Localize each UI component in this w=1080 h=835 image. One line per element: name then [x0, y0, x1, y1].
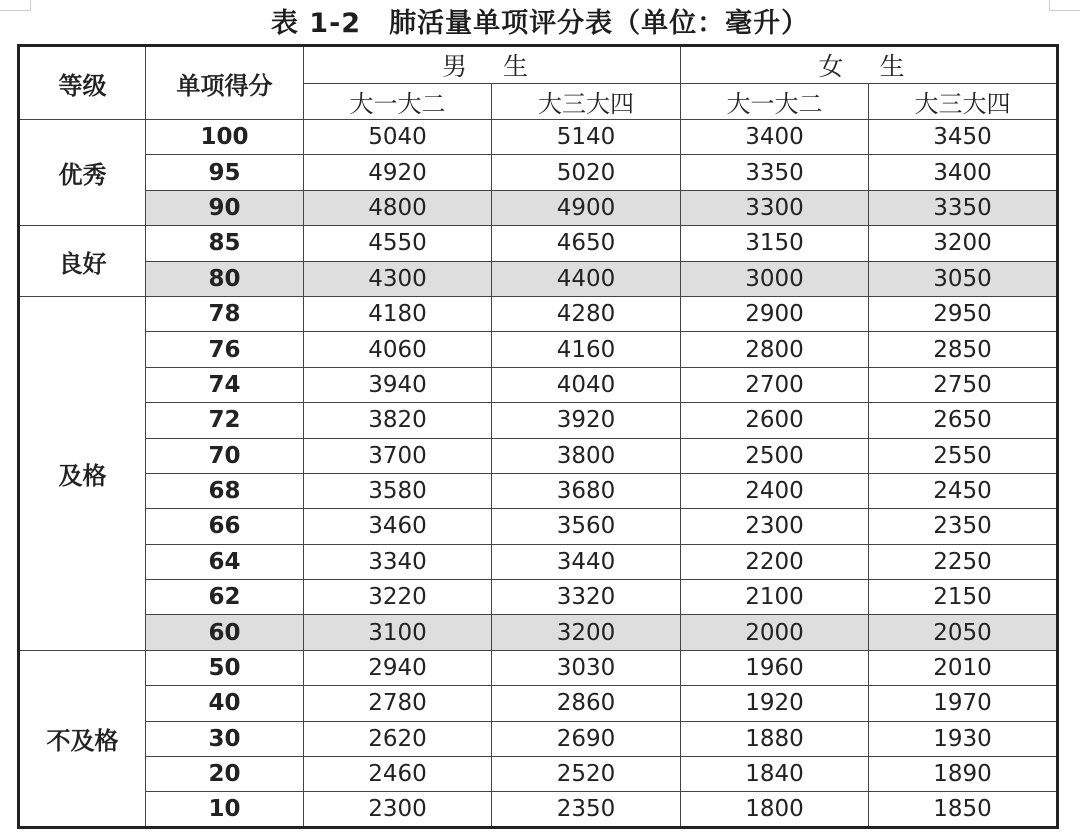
male-years-3-4-cell: 5020 [492, 155, 681, 190]
score-cell: 100 [146, 120, 304, 155]
level-cell: 优秀 [19, 120, 146, 226]
table-row [19, 580, 1058, 615]
score-cell: 68 [146, 473, 304, 508]
score-cell: 40 [146, 686, 304, 721]
score-cell: 64 [146, 544, 304, 579]
male-years-1-2-cell: 3220 [304, 580, 492, 615]
header-male-years-3-4: 大三大四 [492, 84, 681, 120]
male-years-3-4-cell: 2350 [492, 792, 681, 827]
male-years-1-2-cell: 4920 [304, 155, 492, 190]
male-years-3-4-cell: 4650 [492, 226, 681, 261]
vital-capacity-score-table [17, 44, 1059, 829]
score-cell: 70 [146, 438, 304, 473]
table-body [19, 120, 1058, 828]
header-female-years-3-4: 大三大四 [869, 84, 1058, 120]
female-years-3-4-cell: 3350 [869, 190, 1058, 225]
female-years-3-4-cell: 1890 [869, 757, 1058, 792]
male-years-1-2-cell: 4060 [304, 332, 492, 367]
table-row [19, 686, 1058, 721]
table-row [19, 296, 1058, 331]
male-years-1-2-cell: 3460 [304, 509, 492, 544]
female-years-3-4-cell: 2350 [869, 509, 1058, 544]
male-years-3-4-cell: 3200 [492, 615, 681, 650]
female-years-3-4-cell: 3450 [869, 120, 1058, 155]
male-years-3-4-cell: 3800 [492, 438, 681, 473]
female-years-1-2-cell: 1800 [681, 792, 869, 827]
table-row [19, 721, 1058, 756]
female-years-1-2-cell: 2200 [681, 544, 869, 579]
score-cell: 50 [146, 650, 304, 685]
female-years-1-2-cell: 2800 [681, 332, 869, 367]
female-years-3-4-cell: 1850 [869, 792, 1058, 827]
male-years-1-2-cell: 2300 [304, 792, 492, 827]
female-years-1-2-cell: 2600 [681, 403, 869, 438]
male-years-3-4-cell: 3320 [492, 580, 681, 615]
female-years-1-2-cell: 3000 [681, 261, 869, 296]
score-cell: 66 [146, 509, 304, 544]
table-row [19, 438, 1058, 473]
header-female-years-1-2: 大一大二 [681, 84, 869, 120]
female-years-3-4-cell: 2950 [869, 296, 1058, 331]
female-years-3-4-cell: 2050 [869, 615, 1058, 650]
female-years-3-4-cell: 3200 [869, 226, 1058, 261]
header-row-1 [19, 46, 1058, 84]
table-row [19, 155, 1058, 190]
score-cell: 85 [146, 226, 304, 261]
score-cell: 76 [146, 332, 304, 367]
male-years-1-2-cell: 3100 [304, 615, 492, 650]
table-row [19, 473, 1058, 508]
female-years-1-2-cell: 1880 [681, 721, 869, 756]
score-cell: 20 [146, 757, 304, 792]
female-years-3-4-cell: 2150 [869, 580, 1058, 615]
table-row [19, 615, 1058, 650]
male-years-3-4-cell: 3560 [492, 509, 681, 544]
female-years-1-2-cell: 3300 [681, 190, 869, 225]
female-years-3-4-cell: 2650 [869, 403, 1058, 438]
male-years-3-4-cell: 4280 [492, 296, 681, 331]
female-years-3-4-cell: 2450 [869, 473, 1058, 508]
score-cell: 30 [146, 721, 304, 756]
male-years-3-4-cell: 4900 [492, 190, 681, 225]
female-years-3-4-cell: 3050 [869, 261, 1058, 296]
female-years-1-2-cell: 3350 [681, 155, 869, 190]
male-years-3-4-cell: 3030 [492, 650, 681, 685]
male-years-3-4-cell: 3680 [492, 473, 681, 508]
female-years-1-2-cell: 1840 [681, 757, 869, 792]
table-row [19, 792, 1058, 827]
female-years-1-2-cell: 2700 [681, 367, 869, 402]
male-years-1-2-cell: 4300 [304, 261, 492, 296]
level-cell: 及格 [19, 296, 146, 650]
table-row [19, 226, 1058, 261]
female-years-3-4-cell: 2010 [869, 650, 1058, 685]
male-years-1-2-cell: 3820 [304, 403, 492, 438]
table-row [19, 650, 1058, 685]
male-years-3-4-cell: 3920 [492, 403, 681, 438]
score-cell: 10 [146, 792, 304, 827]
table-row [19, 332, 1058, 367]
female-years-1-2-cell: 2400 [681, 473, 869, 508]
score-cell: 90 [146, 190, 304, 225]
header-female: 女 生 [681, 46, 1058, 84]
male-years-3-4-cell: 2860 [492, 686, 681, 721]
male-years-3-4-cell: 3440 [492, 544, 681, 579]
score-cell: 78 [146, 296, 304, 331]
male-years-1-2-cell: 3340 [304, 544, 492, 579]
female-years-1-2-cell: 2900 [681, 296, 869, 331]
female-years-3-4-cell: 2850 [869, 332, 1058, 367]
male-years-1-2-cell: 4180 [304, 296, 492, 331]
male-years-3-4-cell: 5140 [492, 120, 681, 155]
male-years-1-2-cell: 2940 [304, 650, 492, 685]
table-row [19, 367, 1058, 402]
level-cell: 良好 [19, 226, 146, 297]
female-years-3-4-cell: 2550 [869, 438, 1058, 473]
level-cell: 不及格 [19, 650, 146, 827]
table-row [19, 403, 1058, 438]
female-years-1-2-cell: 1920 [681, 686, 869, 721]
male-years-1-2-cell: 3700 [304, 438, 492, 473]
table-row [19, 120, 1058, 155]
female-years-1-2-cell: 1960 [681, 650, 869, 685]
table-title: 表 1-2 肺活量单项评分表（单位：毫升） [270, 8, 810, 39]
score-cell: 62 [146, 580, 304, 615]
female-years-1-2-cell: 2000 [681, 615, 869, 650]
header-male-years-1-2: 大一大二 [304, 84, 492, 120]
female-years-1-2-cell: 3150 [681, 226, 869, 261]
female-years-3-4-cell: 1930 [869, 721, 1058, 756]
table-row [19, 190, 1058, 225]
female-years-1-2-cell: 2100 [681, 580, 869, 615]
female-years-1-2-cell: 2500 [681, 438, 869, 473]
male-years-1-2-cell: 3940 [304, 367, 492, 402]
male-years-1-2-cell: 4550 [304, 226, 492, 261]
female-years-1-2-cell: 2300 [681, 509, 869, 544]
male-years-3-4-cell: 2520 [492, 757, 681, 792]
male-years-1-2-cell: 2780 [304, 686, 492, 721]
male-years-3-4-cell: 4160 [492, 332, 681, 367]
table-row [19, 509, 1058, 544]
female-years-3-4-cell: 3400 [869, 155, 1058, 190]
male-years-1-2-cell: 2620 [304, 721, 492, 756]
male-years-1-2-cell: 3580 [304, 473, 492, 508]
table-row [19, 757, 1058, 792]
score-cell: 74 [146, 367, 304, 402]
score-cell: 80 [146, 261, 304, 296]
table-row [19, 544, 1058, 579]
header-male: 男 生 [304, 46, 681, 84]
header-score: 单项得分 [146, 46, 304, 120]
male-years-3-4-cell: 4040 [492, 367, 681, 402]
male-years-1-2-cell: 4800 [304, 190, 492, 225]
female-years-1-2-cell: 3400 [681, 120, 869, 155]
male-years-1-2-cell: 2460 [304, 757, 492, 792]
score-cell: 72 [146, 403, 304, 438]
male-years-3-4-cell: 4400 [492, 261, 681, 296]
male-years-3-4-cell: 2690 [492, 721, 681, 756]
female-years-3-4-cell: 2750 [869, 367, 1058, 402]
female-years-3-4-cell: 2250 [869, 544, 1058, 579]
score-cell: 95 [146, 155, 304, 190]
female-years-3-4-cell: 1970 [869, 686, 1058, 721]
score-cell: 60 [146, 615, 304, 650]
male-years-1-2-cell: 5040 [304, 120, 492, 155]
header-level: 等级 [19, 46, 146, 120]
table-row [19, 261, 1058, 296]
